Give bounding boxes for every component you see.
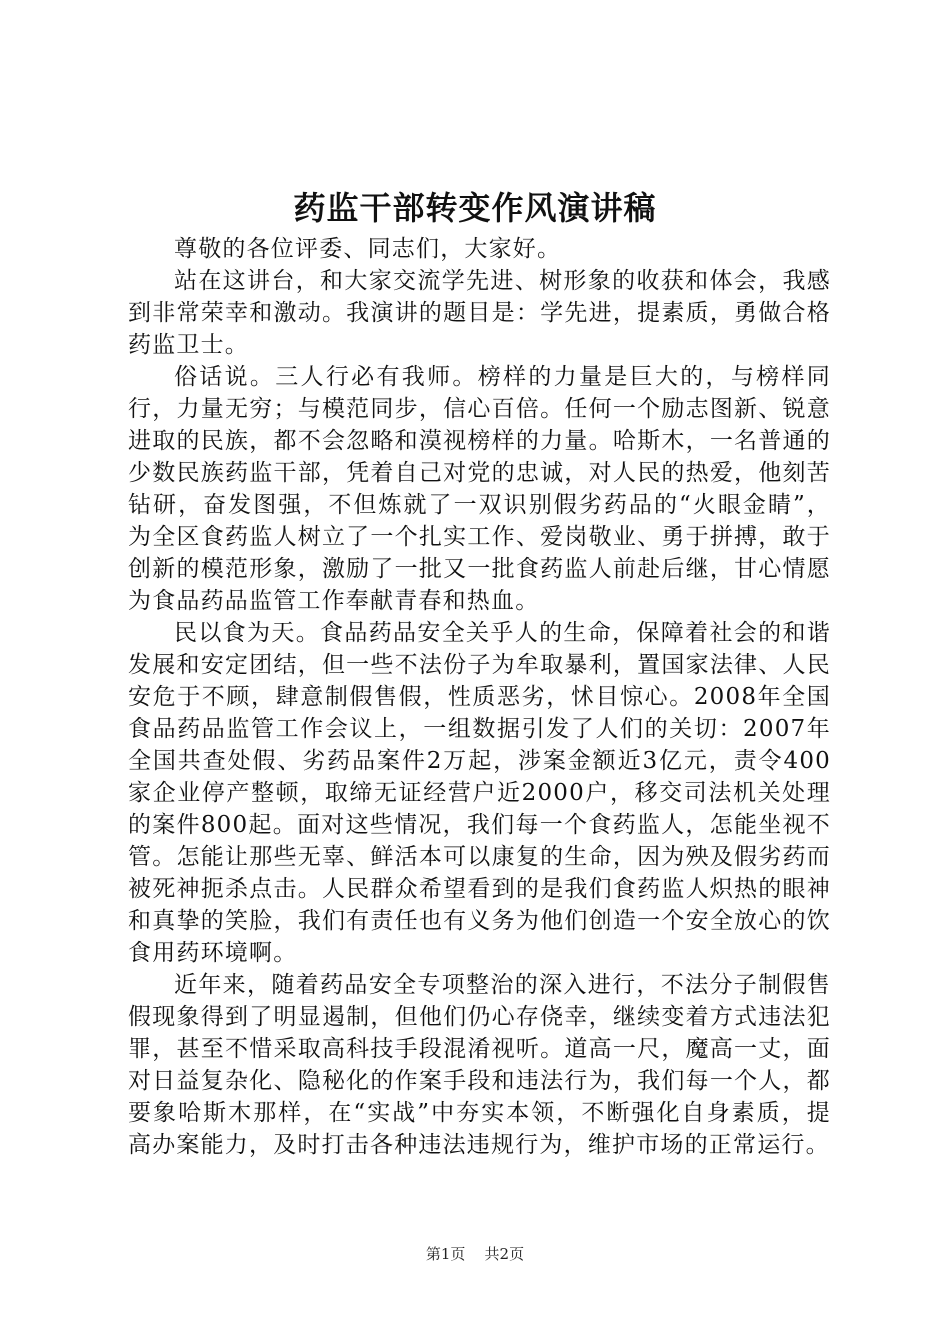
page-total: 共2页 [484, 1245, 525, 1263]
page-number: 第1页 [425, 1245, 466, 1263]
paragraph-role-model: 俗话说。三人行必有我师。榜样的力量是巨大的，与榜样同行，力量无穷；与模范同步，信心百倍。任何一个励志图新、锐意进取的民族，都不会忽略和漠视榜样的力量。哈斯木，一名普通的少数民族药监干部，凭着自己对党的忠诚，对人民的热爱，他刻苦钻研，奋发图强，不但炼就了一双识别假劣药品的“火眼金睛”，为全区食药监人树立了一个扎实工作、爱岗敬业、勇于拼搏，敢于创新的模范形象，激励了一批又一批食药监人前赴后继，甘心情愿为食品药品监管工作奉献青春和热血。 [128, 364, 831, 614]
paragraph-greeting: 尊敬的各位评委、同志们，大家好。 [174, 236, 562, 262]
paragraph-food-safety: 民以食为天。食品药品安全关乎人的生命，保障着社会的和谐发展和安定团结，但一些不法份子为牟取暴利，置国家法律、人民安危于不顾，肆意制假售假，性质恶劣，怵目惊心。2008年全国食品药品监管工作会议上，一组数据引发了人们的关切：2007年全国共查处假、劣药品案件2万起，涉案金额近3亿元，责令400家企业停产整顿，取缔无证经营户近2000户，移交司法机关处理的案件800起。面对这些情况，我们每一个食药监人，怎能坐视不管。怎能让那些无辜、鲜活本可以康复的生命，因为殃及假劣药而被死神扼杀点击。人民群众希望看到的是我们食药监人炽热的眼神和真挚的笑脸，我们有责任也有义务为他们创造一个安全放心的饮食用药环境啊。 [128, 620, 831, 966]
document-title: 药监干部转变作风演讲稿 [293, 189, 657, 227]
paragraph-recent-years: 近年来，随着药品安全专项整治的深入进行，不法分子制假售假现象得到了明显遏制，但他们仍心存侥幸，继续变着方式违法犯罪，甚至不惜采取高科技手段混淆视听。道高一尺，魔高一丈，面对日益复杂化、隐秘化的作案手段和违法行为，我们每一个人，都要象哈斯木那样，在“实战”中夯实本领，不断强化自身素质，提高办案能力，及时打击各种违法违规行为，维护市场的正常运行。 [128, 972, 831, 1158]
document-body [128, 233, 831, 1161]
page-separator [470, 1245, 480, 1263]
page-footer [0, 1243, 950, 1265]
paragraph-intro: 站在这讲台，和大家交流学先进、树形象的收获和体会，我感到非常荣幸和激动。我演讲的题目是：学先进，提素质，勇做合格药监卫士。 [128, 268, 831, 358]
